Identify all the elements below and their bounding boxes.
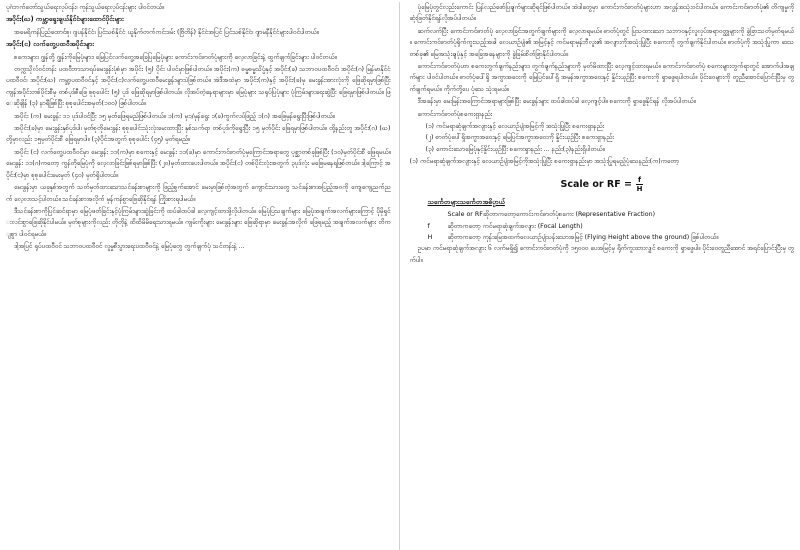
paragraph: ဥပမာ ကင်မရာဆုံချက်အလျား ၆ လက်မရှိ၍ ကောင်းကင်ဓာတ်ပုံကို ၁၅၀၀၀ ပေအမြင့်မှ ရိုက်ကူးထားလျှင် စကေးကို ရှာဖွေပါ။ ပိုင်းဝေတူညီအောင် အရင်ပြောင်းပြီးမှ တွက်ပါ။ [409, 245, 794, 264]
paragraph: (၁) ကင်မရာဆုံချက်အလျားနှင့် လေယာဉ်ပျံအမြင့်ကိုအသုံးပြုပြီး စကေးရှာနည်းမှာ အသုံးပြုရမည့်ပုံသေနည်း(က)ကတော့ [409, 158, 680, 166]
paragraph: စကေးများ၊ ဂျွန်တို့ ဂျွန်းကိုမြေပုံများ၊ မြေပြင်လက်တွေ့အခြေပြမြေပုံများ ကောင်းကင်ဓာတ်ပုံများကို လေ့လာခြင်းနဲ့ ထွက်ချက်ခြင်းများ ပါဝင်တယ်။ [14, 53, 337, 61]
list-item: (၁) ကင်မရာဆုံချက်အလျားနှင့် လေယာဉ်ပျံအမြင့်ကို အသုံးပြုပြီး စကေးရှာနည်း [425, 123, 605, 131]
left-column [6, 2, 400, 550]
right-column [410, 2, 795, 550]
paragraph: ဒါ့အပြင် ရုပ်ပထဝီဝင် သဘာဝပထဝီဝင် လူမှုစီးပွားရေးပထဝီဝင်နဲ့ မြေပုံတွေ တွက်ချက်ပုံ သင်တန်းနဲ့ ... [14, 243, 245, 251]
paragraph: အပိုင်း (င) လက်တွေ့ပထဝီဝင်မှာ မေးခွန်း ၁၁(က)မှာ စကေးနှင့် မေးခွန်း ၁၁(ခ)မှာ ကောင်းကင်ဓာတ်ပုံမှကြောင်းအရာတွေ ပုစ္ဆာတစ်ခုဖြစ်ပြီး (၁၀)မှတ်ပိုင်းစီ ဖြေရမယ်။ မေးခွန်း ၁၁(ဂ)ကတော့ ကွန်တိုမြေပုံကို လေ့လာခြင်းဖြစ်ရမှာဖြစ်ပြီး (၂၀)မှတ်ထားပေးပါတယ်။ အပိုင်း(င) တစ်ပိုင်းလုံးအတွက် ၃ပုဒ်လုံး မဖြေမနေရဖြစ်တယ်။ ဒါ့ကြောင့် အပိုင်း(င)မှာ စုစုပေါင်းမေးမှတ် (၄၀) မှတ်ရှိပါတယ်။ [6, 148, 391, 179]
formula-numerator: f [637, 175, 642, 184]
paragraph: ကောင်းကင်ဓာတ်ပုံဟာ စကေးတွက်ချက်နည်းများ၊ တွက်ချက်နည်းများကို မှတ်မိထားပြီး လေ့ကျင့်ထားရမယ်။ ကောင်းကင်ဓာတ်ပုံ စကေးများတွက်ရာတွင် အောက်ပါအချက်များ ပါဝင်ပါတယ်။ ဓာတ်ပုံပေါ်ရှိ အကွာအဝေးကို မြေပြင်ပေါ်ရှိ အမှန်အကွာအဝေးနှင့် နှိုင်းယှဉ်ပြီး စကေးကို ရှာဖွေရပါတယ်။ ပိုင်းဝေများကို တူညီအောင်ပြောင်းပြီးမှ တွက်ချက်ရမယ်။ ကိုက်တို့ပေ ပုံသေ သုံးရမယ်။ [409, 63, 794, 93]
paragraph: အပိုင်း (က) မေးခွန်း ၁၁ ပုဒ်ပါဝင်ပြီး ၁၅ မှတ်ဖြေရမည်ဖြစ်ပါတယ်။ ၁(က) မှ၁/မှန်ရွေး ၁(ခ)ကွက်လပ်ဖြည့် ၁(ဂ) အဖြေမှန်ရွေးပြီးဖြစ်ပါတယ်။ [14, 112, 335, 120]
formula-fraction [636, 176, 643, 193]
legend-symbol [428, 209, 438, 220]
legend-row [428, 232, 795, 243]
list-item: (၃) ကောင်းသောမြေပုံနှင့်နှိုင်းယှဉ်ပြီး စကေးရှာနည်း ... နည်း(၃)နည်းရှိပါတယ်။ [425, 145, 605, 153]
scale-methods-list [410, 121, 795, 155]
paragraph: ဆက်လက်ပြီး ကောင်းကင်ဓာတ်ပုံ လေ့လာခြင်းအတွက်ချက်များကို လေ့လာရမယ်။ ဓာတ်ပုံတွင် ပြသထားသော သဘာဝနှင့်လူလုပ်အရာဝတ္ထုများကို ခွဲခြားသတ်မှတ်ရမယ်။ ကောင်းကင်ဓာတ်ပုံရိုက်ကူးသည့်အခါ လေယာဉ်ပျံ၏ အမြင့်နှင့် ကင်မရာမှန်ဘီလူး၏ အလျားကိုအသုံးပြုပြီး စကေးကို တွက်ချက်နိုင်ပါတယ်။ ဓာတ်ပုံကို အသုံးပြုကာ ဒေသတစ်ခု၏ မြေအသုံးချပုံနှင့် အခြေအနေများကို ခွဲခြမ်းစိတ်ဖြာနိုင်ပါတယ်။ [409, 27, 794, 58]
paragraph: မေးခွန်းမှာ ယခုနှစ်အတွက် သတ်မှတ်ထားသောသင်ခန်းစာများကို ဖြည့်စွက်အောင် မေးမှာဖြစ်တဲ့အတွက် ကျောင်းသားတွေ သင်ခန်းစာအပြည့်အဝကို ကျေကျေညက်ညက် လေ့လာသင့်ပါတယ်။ သင်ခန်းစာအလိုက် မှန်ကန်စွာဖြေဆိုနိုင်ရန် ကြိုးစားရပါမယ်။ [6, 184, 391, 203]
list-item: (၂) ဓာတ်ပုံပေါ်ရှိအကွာအဝေးနှင့် မြေပြင်အကွာအဝေးကို နှိုင်းယှဉ်ပြီး စကေးရှာနည်း [425, 134, 614, 142]
paragraph: ဒီသင်ခန်းစာကိုပြင်ဆင်ရာမှာ မြေပုံဖတ်ခြင်းနှင့်ပုံကြမ်းများဆွဲခြင်းကို ထပ်ခါထပ်ခါ လေ့ကျင့်ထားဖို့လိုပါတယ်။ မြေပုံပြသချက်များ မြေပုံအချက်အလက်များကြောင့် ပိုမိုရှင်းလင်းစွာဖြေဆိုနိုင်ပါမယ်။ မှတ်စုများကိုလည်း တိုတိုနဲ့ ထိထိမိမိရေးသားရမယ်။ ကျမ်းကိုးများ မေးခွန်းများ ဖြေဆိုရာမှာ မေးခွန်းအလိုက် ဖြေရမည့် အချက်အလက်များ တိကျစွာ ပါဝင်ရမယ်။ [6, 207, 391, 238]
paragraph: အမေရိကန်ပြည်ထောင်စု၊ ဂျပန်နိုင်ငံ၊ ပြင်သစ်နိုင်ငံ ယူနိုက်တက်ကင်းဒမ်း (ဗြိတိန်) နိုင်ငံအပြင် ပြင်သစ်နိုင်ငံ၊ ဂျာမနီနိုင်ငံများပါဝင်ပါတယ်။ [14, 28, 319, 36]
legend-symbol: f [427, 222, 430, 230]
paragraph: ပုဂံဘက်တော်သွယ်ရေးလုပ်ငန်း၊ ကုန်သွယ်ရေးလုပ်ငန်းများ ပါဝင်တယ်။ [6, 4, 164, 11]
paragraph: ဒီအခန်းမှာ မေးမြန်းအကြောင်းအရာများဖြစ်ပြီး မေးခွန်းများ ထပ်ခါထပ်ခါ လေ့ကျင့်ပါ။ စကေးကို ရှာဖွေနိုင်ရန် လိုအပ်ပါတယ်။ [417, 98, 696, 106]
formula-denominator: H [636, 184, 643, 193]
scale-formula [410, 172, 795, 193]
legend-symbol: H [427, 233, 433, 241]
formula-label: Scale or RF = [560, 178, 632, 190]
symbol-legend-title: သင်္ကေတများသင်္ကေတအဓိပ္ပာယ် [427, 197, 505, 206]
subheading-scale-methods: ကောင်းကင်ဓာတ်ပုံစကေးရှာနည်း [417, 110, 493, 118]
legend-text: ဆိုတာကတော့ ကုန်းမြေအထက်လေယာဉ်ပျံသန်းသောအမြင့် (Flying Height above the ground) ဖြစ်ပါတယ်။ [447, 233, 719, 241]
paragraph: အပိုင်း(ခ)မှာ မေးခွန်းနှစ်ပုဒ်ပါ၊ မှတ်စုတိုမေးခွန်း စုစုပေါင်းသုံးလုံးမေးထားပြီး နှစ်သက်ရာ တစ်ပုဒ်ကိုရွေးပြီး ၁၅ မှတ်ပိုင်း ဖြေရမှာဖြစ်ပါတယ်။ ထို့နည်းတူ အပိုင်း(ဂ) (ဃ)တို့မှာလည်း ၁၅မှတ်ပိုင်းစီ ဖြေရမှာပါ။ (၃)ပိုင်းအတွက် စုစုပေါင်း (၄၅) မှတ်ရမည်။ [6, 125, 391, 144]
legend-text: Scale or RFဆိုတာကတော့ကောင်းကင်ဓာတ်ပုံစကေး (Representative Fraction) [447, 211, 656, 219]
section-heading-practical-geography: အပိုင်း(င) လက်တွေ့ပထဝီအပိုင်းများ [6, 40, 94, 49]
legend-row [428, 209, 795, 220]
section-heading-world-geography: အပိုင်း(ဃ) ကမ္ဘာ့ရွေးချယ်နိုင်ငံများထောင်ပိုင်းများ [6, 15, 124, 24]
legend-row [428, 221, 795, 232]
paragraph: ပုံမြေပုံတွင်လည်းကောင်း ပြန်လည်ဖော်ပြချက်များဆိုရင်ဖြစ်ပါတယ်။ အဲဒါတွေမှာ ကောင်းကင်ဓာတ်ပုံများဟာ အလွန်အသုံးဝင်ပါတယ်။ ကောင်းကင်ဓာတ်ပုံ၏ တိကျမှုကို ဆုံးဖြတ်နိုင်ရန်လိုအပ်ပါတယ်။ [409, 4, 794, 23]
legend-text: ဆိုတာကတော့ ကင်မရာဆုံချက်အလျား (Focal Length) [447, 222, 583, 230]
paragraph: တက္ကသိုလ်ဝင်တန်း ပထဝီဘာသာရပ်မေးခွန်းပုံစံမှာ အပိုင်း (၅) ပိုင်း ပါဝင်မှာဖြစ်ပါတယ်။ အပိုင်း(က) ဓမ္မဓမ္မသိပ္ပံနှင့် အပိုင်း(ခ) သဘာဝပထဝီဝင်၊ အပိုင်း(ဂ) မြန်မာနိုင်ငံပထဝီဝင်၊ အပိုင်း(ဃ) ကမ္ဘာ့ပထဝီဝင်နှင့် အပိုင်း(င)လက်တွေ့ပထဝီမေးခွန်းများပဲဖြစ်တယ်။ အဲဒီအထဲမှာ အပိုင်း(က)နှင့် အပိုင်း(ခ)မှ မေးခွန်းအားလုံးကို ဖြေဆိုရမှာဖြစ်ပြီး ကျန်အပိုင်းတစ်ပိုင်းစီမှ တစ်ပုဒ်စီဖြေ စုစုပေါင်း (၅) ပုဒ် ဖြေဆိုရမှာဖြစ်ပါတယ်။ လိုအပ်တဲ့နေရာများမှာ မြေပုံများ သရုပ်ပြပုံများ ပုံကြမ်းများရေးဆွဲပြီး ဖြေရမှာဖြစ်ပါတယ်။ ဖြေဆိုချိန် (၃) နာရီဖြစ်ပြီး စုစုပေါင်းအမှတ်(၁၀၀) ဖြစ်ပါတယ်။ [6, 66, 391, 108]
